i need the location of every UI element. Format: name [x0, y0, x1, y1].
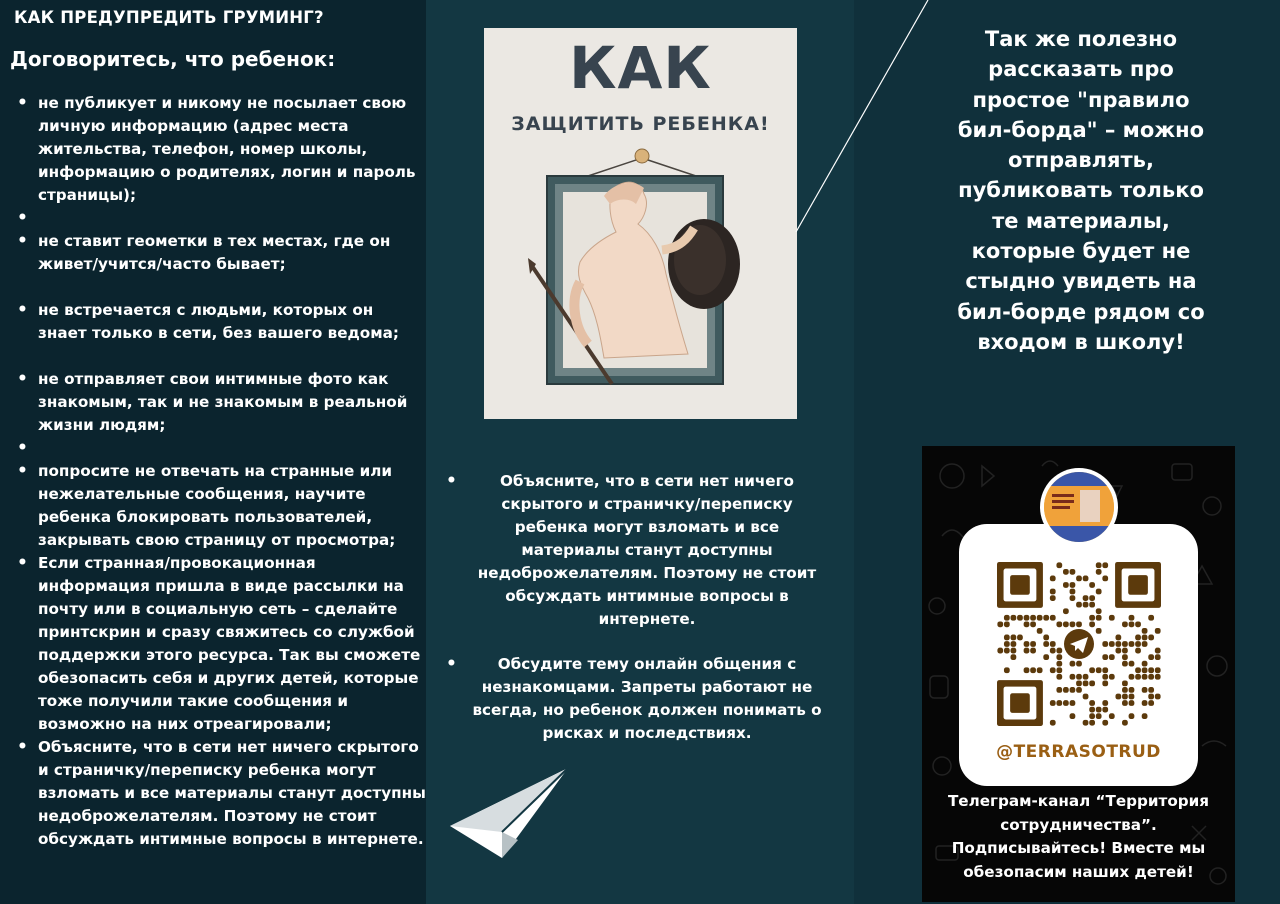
- middle-tips-list: [444, 470, 824, 745]
- channel-caption: Телеграм-канал “Территория сотрудничества”. Подписывайтесь! Вместе мы обезопасим наших детей!: [947, 792, 1210, 881]
- qr-code[interactable]: [997, 562, 1161, 726]
- poster-subtitle: ЗАЩИТИТЬ РЕБЕНКА!: [511, 113, 770, 135]
- section-subheading: Договоритесь, что ребенок:: [10, 47, 336, 71]
- list-spacer: [17, 345, 427, 368]
- list-item: • Объясните, что в сети нет ничего скрытого и страничку/переписку ребенка могут взломать и все материалы станут доступны недоброжелателям. Поэтому не стоит обсуждать интимные вопросы в интернете.: [444, 470, 824, 631]
- list-item: • Если странная/провокационная информация пришла в виде рассылки на почту или в социальную сеть – сделайте принтскрин и сразу свяжитесь со службой поддержки этого ресурса. Так вы сможете обезопасить себя и других детей, которые тоже получили такие сообщения и возможно на них отреагировали;: [17, 552, 427, 736]
- paper-plane-icon: [446, 764, 572, 864]
- list-item: • попросите не отвечать на странные или нежелательные сообщения, научите ребенка блокировать пользователей, закрывать свою страницу от просмотра;: [17, 460, 427, 552]
- channel-handle[interactable]: @TERRASOTRUD: [996, 742, 1161, 762]
- billboard-rule-text: Так же полезно рассказать про простое "правило бил-борда" – можно отправлять, публиковать только те материалы, которые будет не стыдно увидеть на бил-борде рядом со входом в школу!: [957, 27, 1205, 354]
- list-item: • Обсудите тему онлайн общения с незнакомцами. Запреты работают не всегда, но ребенок должен понимать о рисках и последствиях.: [444, 653, 824, 745]
- list-spacer: [17, 276, 427, 299]
- page-title: КАК ПРЕДУПРЕДИТЬ ГРУМИНГ?: [14, 8, 324, 27]
- list-item: • не ставит геометки в тех местах, где он живет/учится/часто бывает;: [17, 230, 427, 276]
- tips-list: [17, 92, 427, 851]
- list-item: • не встречается с людьми, которых он знает только в сети, без вашего ведома;: [17, 299, 427, 345]
- poster-image: [484, 28, 797, 419]
- list-item: • Объясните, что в сети нет ничего скрытого и страничку/переписку ребенка могут взломать и все материалы станут доступны недоброжелателям. Поэтому не стоит обсуждать интимные вопросы в интернете.: [17, 736, 427, 851]
- list-item: • не отправляет свои интимные фото как знакомым, так и не знакомым в реальной жизни людям;: [17, 368, 427, 437]
- empty-list-item: [17, 437, 427, 460]
- decorative-line: [790, 0, 930, 240]
- statue-in-frame-illustration: [484, 28, 797, 419]
- qr-panel: [922, 446, 1235, 902]
- empty-list-item: [17, 207, 427, 230]
- list-item: • не публикует и никому не посылает свою личную информацию (адрес места жительства, телефон, номер школы, информацию о родителях, логин и пароль страницы);: [17, 92, 427, 207]
- poster-title: КАК: [569, 34, 712, 102]
- channel-avatar: [1040, 468, 1118, 546]
